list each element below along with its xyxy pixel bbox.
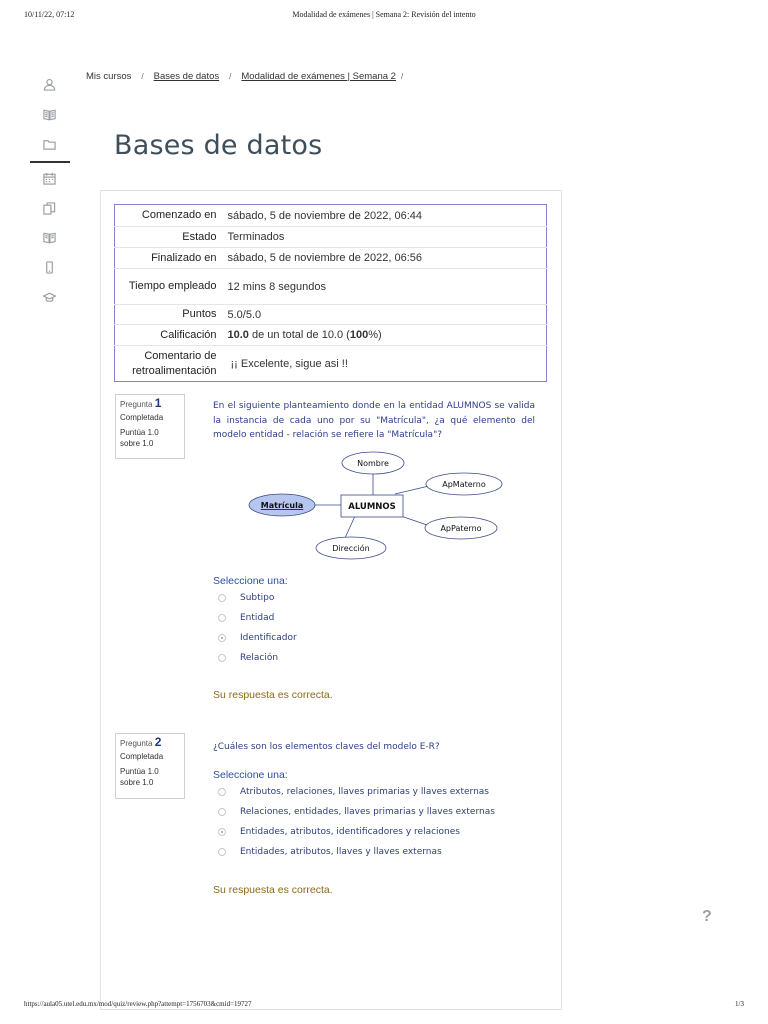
summary-label: Finalizado en <box>115 248 224 269</box>
print-date: 10/11/22, 07:12 <box>24 10 75 19</box>
question-2-option[interactable] <box>218 785 489 799</box>
summary-label: Comentario de retroalimentación <box>115 346 224 382</box>
summary-row <box>115 346 547 382</box>
question-1-option[interactable] <box>218 611 274 625</box>
summary-row <box>115 227 547 248</box>
question-2-info <box>115 733 185 799</box>
help-icon[interactable]: ? <box>702 908 712 925</box>
summary-value: 12 mins 8 segundos <box>224 269 547 305</box>
book-icon[interactable] <box>28 102 70 126</box>
mobile-icon[interactable] <box>28 255 70 279</box>
question-2-option[interactable] <box>218 825 460 839</box>
breadcrumb-item-modalidad[interactable]: Modalidad de exámenes | Semana 2 <box>241 71 396 82</box>
question-1-info <box>115 394 185 459</box>
grade-percent-sign: %) <box>368 329 382 341</box>
grade-total: de un total de 10.0 ( <box>248 329 350 341</box>
summary-row <box>115 305 547 325</box>
breadcrumb-separator: / <box>400 72 404 81</box>
question-number: 2 <box>154 735 162 749</box>
radio-button[interactable] <box>218 848 226 856</box>
print-title: Modalidad de exámenes | Semana 2: Revisión del intento <box>292 10 476 19</box>
question-1-option[interactable] <box>218 591 274 605</box>
option-label: Entidad <box>240 613 275 623</box>
radio-button[interactable] <box>218 808 226 816</box>
breadcrumb-item-bases-de-datos[interactable]: Bases de datos <box>153 71 220 82</box>
question-state: Completada <box>120 413 164 422</box>
er-entity-alumnos: ALUMNOS <box>348 502 396 512</box>
radio-button-selected[interactable] <box>218 828 226 836</box>
question-2-select-label: Seleccione una: <box>213 769 288 781</box>
page-title: Bases de datos <box>114 130 323 161</box>
summary-value <box>224 325 547 346</box>
breadcrumb-item-mis-cursos[interactable]: Mis cursos <box>86 71 132 82</box>
copy-icon[interactable] <box>28 196 70 220</box>
summary-row <box>115 269 547 305</box>
option-label: Atributos, relaciones, llaves primarias y llaves externas <box>240 787 489 797</box>
user-icon[interactable] <box>28 72 70 96</box>
breadcrumb-separator: / <box>141 72 144 81</box>
er-attribute-matricula: Matrícula <box>260 501 304 510</box>
question-2-option[interactable] <box>218 845 442 859</box>
question-label: Pregunta <box>120 739 153 748</box>
er-attribute-appaterno: ApPaterno <box>440 524 482 533</box>
radio-button[interactable] <box>218 654 226 662</box>
question-grade: Puntúa 1.0 sobre 1.0 <box>120 428 159 448</box>
radio-button[interactable] <box>218 614 226 622</box>
summary-value: 5.0/5.0 <box>224 305 547 325</box>
option-label: Subtipo <box>240 593 275 603</box>
question-1-option[interactable] <box>218 651 278 665</box>
summary-label: Comenzado en <box>141 209 217 221</box>
book-open-icon[interactable] <box>28 225 70 249</box>
option-label: Relación <box>240 653 279 663</box>
option-label: Relaciones, entidades, llaves primarias y llaves externas <box>240 807 495 817</box>
print-page-number: 1/3 <box>735 1000 744 1008</box>
summary-value: sábado, 5 de noviembre de 2022, 06:56 <box>224 248 547 269</box>
print-footer <box>24 1000 744 1010</box>
print-header <box>24 10 744 22</box>
question-1-option[interactable] <box>218 631 297 645</box>
calendar-icon[interactable] <box>28 166 70 190</box>
option-label: Entidades, atributos, llaves y llaves externas <box>240 847 442 857</box>
attempt-summary-table <box>114 204 547 382</box>
summary-label: Tiempo empleado <box>115 269 224 305</box>
grade-percent: 100 <box>349 329 369 341</box>
summary-row <box>115 248 547 269</box>
sidebar-active-indicator <box>30 161 70 163</box>
summary-value <box>224 346 547 382</box>
summary-row <box>115 205 547 227</box>
breadcrumb <box>86 71 413 82</box>
question-state: Completada <box>120 752 164 761</box>
option-label: Entidades, atributos, identificadores y relaciones <box>240 827 460 837</box>
summary-label: Puntos <box>115 305 224 325</box>
radio-button-selected[interactable] <box>218 634 226 642</box>
er-diagram <box>245 448 505 562</box>
grade-value: 10.0 <box>227 329 249 341</box>
print-url: https://aula05.utel.edu.mx/mod/quiz/review.php?attempt=1756703&cmid=19727 <box>24 1000 252 1008</box>
radio-button[interactable] <box>218 594 226 602</box>
er-attribute-direccion: Dirección <box>332 544 370 553</box>
question-1-feedback: Su respuesta es correcta. <box>213 689 333 701</box>
er-attribute-nombre: Nombre <box>357 459 389 468</box>
summary-label: Estado <box>115 227 224 248</box>
question-label: Pregunta <box>120 400 153 409</box>
question-1-select-label: Seleccione una: <box>213 575 288 587</box>
graduation-cap-icon[interactable] <box>28 285 70 309</box>
summary-row <box>115 325 547 346</box>
question-number: 1 <box>154 396 162 410</box>
question-2-text: ¿Cuáles son los elementos claves del modelo E-R? <box>213 742 440 752</box>
feedback-comment: ¡¡ Excelente, sigue asi !! <box>230 357 348 370</box>
question-1-text: En el siguiente planteamiento donde en la entidad ALUMNOS se valida la instancia de cada uno por su "Matrícula", ¿a qué elemento del modelo entidad - relación se refiere la "Matrícula"? <box>213 401 535 440</box>
er-diagram-svg <box>245 448 505 562</box>
question-2-option[interactable] <box>218 805 495 819</box>
er-connector <box>345 516 355 538</box>
option-label: Identificador <box>240 633 297 643</box>
folder-icon[interactable] <box>28 132 70 156</box>
er-attribute-apmaterno: ApMaterno <box>442 480 486 489</box>
question-2-feedback: Su respuesta es correcta. <box>213 884 333 896</box>
summary-value: Terminados <box>224 227 547 248</box>
breadcrumb-separator: / <box>229 72 232 81</box>
question-grade: Puntúa 1.0 sobre 1.0 <box>120 767 159 787</box>
radio-button[interactable] <box>218 788 226 796</box>
summary-value: sábado, 5 de noviembre de 2022, 06:44 <box>227 209 422 222</box>
summary-label: Calificación <box>115 325 224 346</box>
